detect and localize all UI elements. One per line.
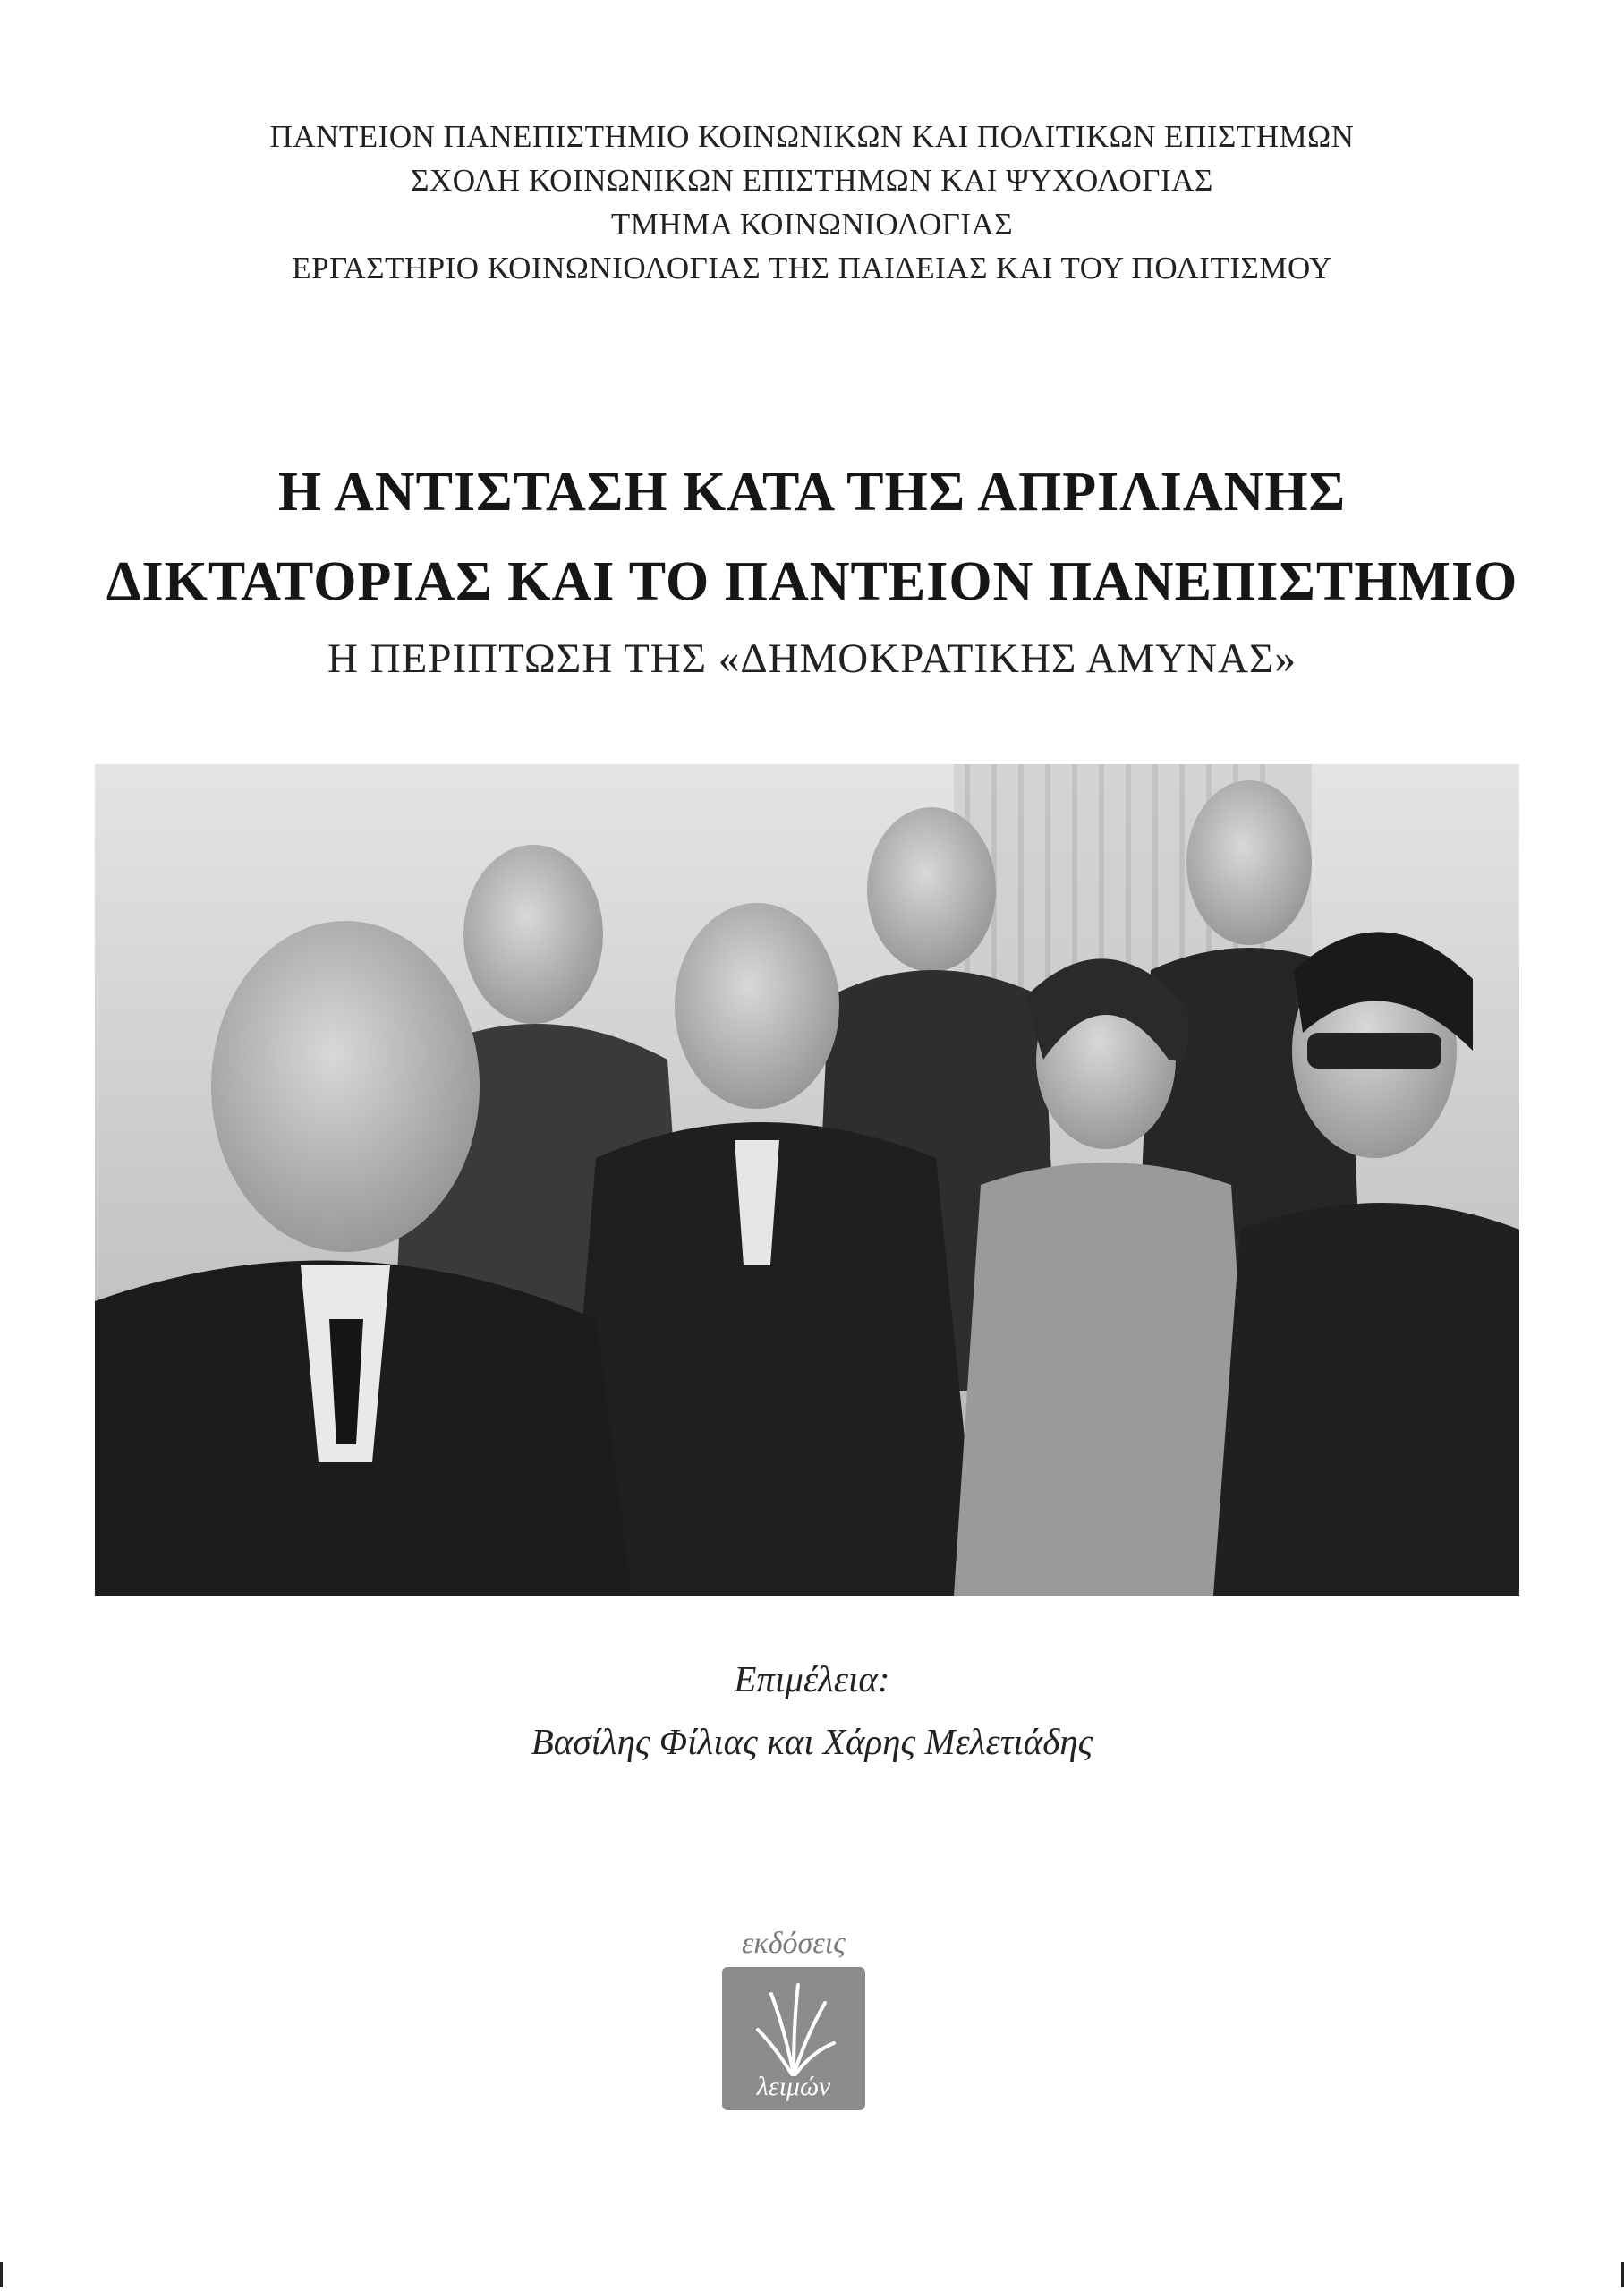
book-subtitle: Η ΠΕΡΙΠΤΩΣΗ ΤΗΣ «ΔΗΜΟΚΡΑΤΙΚΗΣ ΑΜΥΝΑΣ» (327, 635, 1297, 682)
book-title-line-2: ΔΙΚΤΑΤΟΡΙΑΣ ΚΑΙ ΤΟ ΠΑΝΤΕΙΟΝ ΠΑΝΕΠΙΣΤΗΜΙΟ (106, 551, 1518, 612)
book-title (0, 447, 1624, 626)
editors-names: Βασίλης Φίλιας και Χάρης Μελετιάδης (531, 1721, 1093, 1762)
institution-line-school: ΣΧΟΛΗ ΚΟΙΝΩΝΙΚΩΝ ΕΠΙΣΤΗΜΩΝ ΚΑΙ ΨΥΧΟΛΟΓΙΑΣ (411, 163, 1213, 198)
institution-line-department: ΤΜΗΜΑ ΚΟΙΝΩΝΙΟΛΟΓΙΑΣ (610, 207, 1014, 242)
publisher-logo-top-text: εκδόσεις (742, 1927, 846, 1960)
book-title-line-1: Η ΑΝΤΙΣΤΑΣΗ ΚΑΤΑ ΤΗΣ ΑΠΡΙΛΙΑΝΗΣ (277, 462, 1347, 523)
institution-line-laboratory: ΕΡΓΑΣΤΗΡΙΟ ΚΟΙΝΩΝΙΟΛΟΓΙΑΣ ΤΗΣ ΠΑΙΔΕΙΑΣ ΚΑΙ ΤΟΥ ΠΟΛΙΤΙΣΜΟΥ (292, 251, 1332, 285)
publisher-logo-box (722, 1967, 865, 2110)
institution-header (0, 115, 1624, 290)
photograph-illustration (95, 764, 1519, 1596)
editors-label: Επιμέλεια: (734, 1658, 890, 1699)
publisher-logo (713, 1924, 874, 2121)
crop-mark-left (0, 2262, 3, 2287)
cover-photograph (95, 764, 1519, 1596)
publisher-logo-bottom-text: λειμών (756, 2072, 831, 2101)
institution-line-university: ΠΑΝΤΕΙΟΝ ΠΑΝΕΠΙΣΤΗΜΙΟ ΚΟΙΝΩΝΙΚΩΝ ΚΑΙ ΠΟΛΙΤΙΚΩΝ ΕΠΙΣΤΗΜΩΝ (269, 119, 1355, 154)
